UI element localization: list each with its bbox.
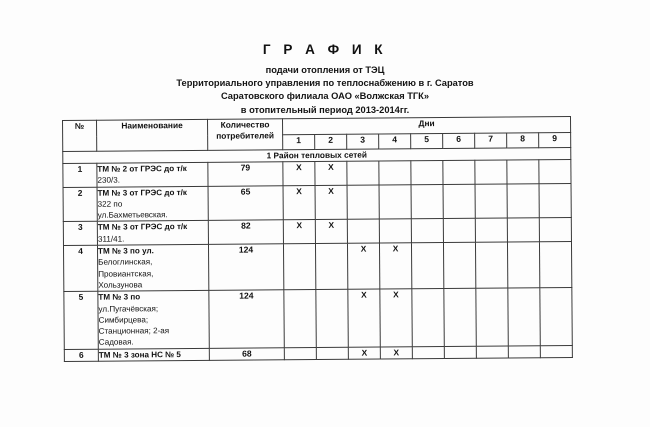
row-name-line: 230/3.	[97, 175, 121, 186]
row-name	[97, 221, 208, 245]
row-day-6	[444, 289, 476, 347]
row-number: 3	[63, 222, 97, 246]
row-day-4	[379, 219, 411, 243]
subtitle-line-1: подачи отопления от ТЭЦ	[265, 65, 385, 75]
row-day-6	[443, 160, 475, 184]
row-day-1: X	[283, 162, 315, 186]
row-day-1	[284, 290, 316, 348]
row-number: 4	[63, 245, 97, 291]
row-name-line: Симбирцева;	[98, 315, 149, 325]
row-day-1: X	[283, 185, 315, 220]
row-number: 5	[64, 291, 98, 349]
row-day-4: X	[379, 243, 411, 289]
row-name-line: 311/41.	[97, 234, 125, 244]
row-name-line: 322 по	[97, 199, 123, 209]
schedule-table-container	[62, 116, 572, 362]
row-day-8	[507, 218, 539, 242]
row-day-4: X	[380, 289, 412, 347]
row-number: 6	[64, 349, 98, 362]
row-day-4: X	[380, 347, 412, 360]
row-quantity: 68	[209, 348, 284, 361]
schedule-table	[62, 116, 573, 362]
table-head	[63, 117, 571, 152]
row-name-line: ТМ № 3 зона НС № 5	[98, 349, 181, 360]
row-day-2	[315, 243, 347, 289]
row-day-7	[475, 242, 507, 288]
table-body	[63, 148, 573, 362]
row-number: 1	[63, 163, 97, 187]
table-row	[63, 183, 571, 222]
row-day-6	[443, 242, 475, 288]
col-header-day-8: 8	[507, 133, 539, 148]
row-name-line: ТМ № 3 по	[98, 292, 141, 302]
row-day-5	[412, 346, 444, 359]
col-header-day-9: 9	[539, 133, 571, 148]
col-header-number: №	[63, 120, 97, 151]
row-day-7	[475, 184, 507, 219]
row-day-1: X	[283, 220, 315, 244]
row-day-7	[475, 160, 507, 184]
row-day-8	[508, 288, 540, 346]
subtitle-line-4: в отопительный период 2013-2014гг.	[240, 104, 410, 115]
col-header-day-2: 2	[315, 134, 347, 149]
row-quantity: 82	[208, 220, 283, 244]
section-label: 1 Район тепловых сетей	[63, 148, 571, 164]
row-day-9	[539, 183, 571, 218]
row-name-line: ТМ № 3 от ГРЭС до т/к	[97, 222, 188, 233]
row-day-1	[283, 244, 315, 290]
row-day-5	[411, 161, 443, 185]
row-day-2: X	[315, 161, 347, 185]
row-day-9	[539, 242, 571, 288]
col-header-day-4: 4	[379, 134, 411, 149]
row-day-3: X	[348, 289, 380, 347]
row-day-4	[379, 161, 411, 185]
row-day-3	[347, 185, 379, 220]
row-name-line: ул.Бахметьевская.	[97, 210, 168, 220]
row-day-5	[411, 184, 443, 219]
row-name	[97, 186, 208, 222]
row-number: 2	[63, 187, 97, 222]
row-day-3	[347, 219, 379, 243]
col-header-day-6: 6	[443, 133, 475, 148]
col-header-name: Наименование	[97, 119, 208, 151]
row-day-5	[412, 289, 444, 347]
row-day-3: X	[348, 347, 380, 360]
row-name	[97, 244, 208, 291]
row-day-7	[476, 346, 508, 359]
row-name-line: Белоглинская,	[98, 257, 153, 268]
row-day-7	[475, 218, 507, 242]
row-name	[98, 348, 209, 361]
row-quantity: 79	[208, 162, 283, 186]
row-day-6	[444, 346, 476, 359]
row-quantity: 124	[208, 244, 283, 291]
row-day-1	[284, 347, 316, 360]
row-day-9	[540, 345, 572, 358]
row-name-line: ТМ № 2 от ГРЭС до т/к	[97, 164, 187, 174]
col-header-day-7: 7	[475, 133, 507, 148]
row-day-9	[539, 218, 571, 242]
table-row	[64, 345, 572, 361]
row-day-6	[443, 184, 475, 219]
page-title: Г Р А Ф И К	[262, 42, 388, 57]
row-name-line: Провиантская,	[98, 268, 154, 279]
row-name	[98, 291, 209, 349]
row-day-8	[507, 242, 539, 288]
row-day-3	[347, 161, 379, 185]
row-day-2: X	[315, 185, 347, 220]
subtitle-line-3: Саратовского филиала ОАО «Волжская ТГК»	[220, 91, 430, 102]
table-row	[64, 288, 572, 349]
title-block	[0, 42, 650, 117]
row-day-9	[540, 288, 572, 346]
row-day-2	[316, 290, 348, 348]
row-day-8	[508, 346, 540, 359]
row-name-line: ТМ № 3 от ГРЭС до т/к	[97, 187, 187, 198]
col-header-day-1: 1	[283, 135, 315, 150]
col-header-quantity-line1: Количество	[220, 119, 270, 130]
row-day-3: X	[347, 243, 379, 289]
col-header-quantity-line2: потребителей	[216, 129, 275, 141]
row-quantity: 65	[208, 185, 283, 220]
row-name-line: Станционная; 2-ая	[98, 326, 170, 336]
table-row	[63, 242, 571, 292]
row-day-9	[539, 160, 571, 184]
row-name-line: ул.Пугачёвская;	[98, 303, 159, 314]
col-header-day-5: 5	[411, 134, 443, 149]
row-name-line: ТМ № 3 по ул.	[97, 246, 154, 256]
row-day-7	[476, 288, 508, 346]
row-name	[97, 162, 208, 186]
row-day-6	[443, 219, 475, 243]
row-day-8	[507, 160, 539, 184]
col-header-days-group: Дни	[282, 117, 570, 135]
row-day-5	[411, 243, 443, 289]
row-day-8	[507, 183, 539, 218]
row-name-line: Хользунова	[98, 280, 143, 290]
col-header-quantity	[207, 119, 282, 151]
subtitle-line-2: Территориального управления по теплоснабжению в г. Саратов	[176, 78, 474, 89]
row-day-2	[316, 347, 348, 360]
row-day-2: X	[315, 220, 347, 244]
row-name-line: Садовая.	[98, 337, 134, 348]
col-header-day-3: 3	[347, 134, 379, 149]
row-day-4	[379, 184, 411, 219]
row-day-5	[411, 219, 443, 243]
row-quantity: 124	[209, 290, 284, 348]
